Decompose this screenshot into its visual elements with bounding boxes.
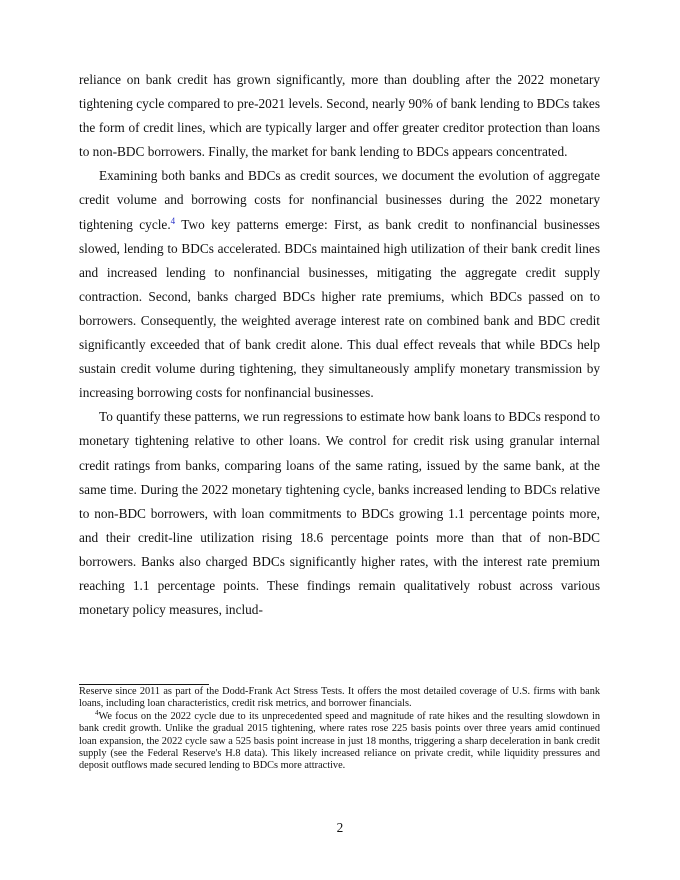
- footnote-4-mark: 4: [95, 708, 99, 717]
- footnote-rule: [79, 684, 209, 685]
- footnote-4-link[interactable]: 4: [170, 215, 176, 226]
- main-text: [79, 68, 600, 622]
- footnotes: [79, 686, 600, 773]
- footnote-4: [79, 708, 600, 773]
- footnote-continued: Reserve since 2011 as part of the Dodd-Frank Act Stress Tests. It offers the most detailed coverage of U.S. firms with bank loans, including loan characteristics, credit risk metrics, and borrower financials.: [79, 686, 600, 710]
- paragraph-2: [79, 164, 600, 405]
- paragraph-1: reliance on bank credit has grown significantly, more than doubling after the 2022 monetary tightening cycle compared to pre-2021 levels. Second, nearly 90% of bank lending to BDCs takes the form of credit lines, which are typically larger and offer greater creditor protection than loans to non-BDC borrowers. Finally, the market for bank lending to BDCs appears concentrated.: [79, 72, 600, 160]
- footnote-4-text: We focus on the 2022 cycle due to its unprecedented speed and magnitude of rate hikes and the resulting slowdown in bank credit growth. Unlike the gradual 2015 tightening, where rates rose 225 basis points over three years amid continued loan expansion, the 2022 cycle saw a 525 basis point increase in just 18 months, triggering a sharp deceleration in bank credit supply (see the Federal Reserve's H.8 data). This likely increased reliance on private credit, while liquidity pressures and deposit outflows made secured lending to BDCs more attractive.: [79, 710, 600, 772]
- paragraph-3: To quantify these patterns, we run regressions to estimate how bank loans to BDCs respond to monetary tightening relative to other loans. We control for credit risk using granular internal credit ratings from banks, comparing loans of the same rating, issued by the same bank, at the same time. During the 2022 monetary tightening cycle, banks increased lending to BDCs relative to non-BDC borrowers, with loan commitments to BDCs growing 1.1 percentage points more, and their credit-line utilization rising 18.6 percentage points more than that of non-BDC borrowers. Banks also charged BDCs significantly higher rates, with the interest rate premium reaching 1.1 percentage points. These findings remain qualitatively robust across various monetary policy measures, includ-: [79, 409, 600, 618]
- paragraph-2-text-a: Examining both banks and BDCs as credit sources, we document the evolution of aggregate credit volume and borrowing costs for nonfinancial businesses during the 2022 monetary tightening cycle.: [79, 168, 600, 232]
- page-number: 2: [336, 820, 344, 835]
- paragraph-2-text-b: Two key patterns emerge: First, as bank credit to nonfinancial businesses slowed, lending to BDCs accelerated. BDCs maintained high utilization of their bank credit lines and increased lending to nonfinancial businesses, mitigating the aggregate credit supply contraction. Second, banks charged BDCs higher rate premiums, which BDCs passed on to borrowers. Consequently, the weighted average interest rate on combined bank and BDC credit significantly exceeded that of bank credit alone. This dual effect reveals that while BDCs help sustain credit volume during tightening, they simultaneously amplify monetary transmission by increasing borrowing costs for nonfinancial businesses.: [79, 216, 600, 401]
